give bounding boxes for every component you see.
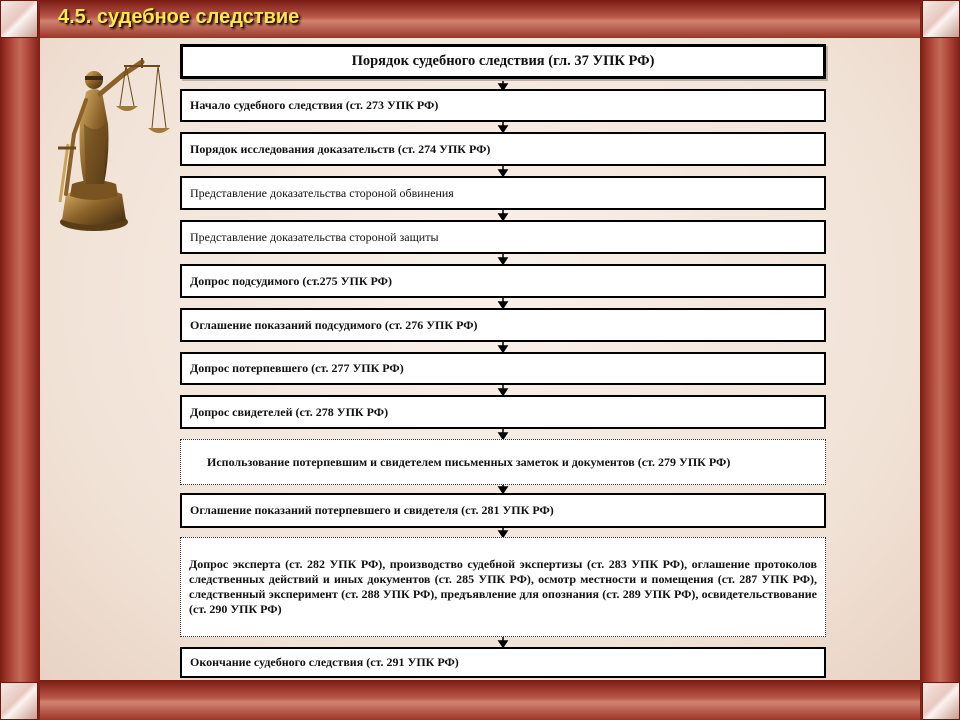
step-box: Оглашение показаний подсудимого (ст. 276 УПК РФ) xyxy=(180,308,826,342)
step-box: Оглашение показаний потерпевшего и свидетеля (ст. 281 УПК РФ) xyxy=(180,493,826,528)
corner-ornament xyxy=(922,0,960,38)
themis-statue-icon xyxy=(44,44,174,234)
step-box: Порядок исследования доказательств (ст. 274 УПК РФ) xyxy=(180,132,826,166)
step-box: Допрос эксперта (ст. 282 УПК РФ), производство судебной экспертизы (ст. 283 УПК РФ), оглашение протоколов следственных действий и иных документов (ст. 285 УПК РФ), осмотр местности и помещения (ст. 287 УПК РФ), следственный эксперимент (ст. 288 УПК РФ), предъявление для опознания (ст. 289 УПК РФ), освидетельствование (ст. 290 УПК РФ) xyxy=(180,537,826,637)
step-box: Представление доказательства стороной обвинения xyxy=(180,176,826,210)
frame-left xyxy=(0,0,40,720)
step-box: Допрос потерпевшего (ст. 277 УПК РФ) xyxy=(180,352,826,385)
step-box: Допрос свидетелей (ст. 278 УПК РФ) xyxy=(180,395,826,429)
frame-bottom xyxy=(0,680,960,720)
diagram-header: Порядок судебного следствия (гл. 37 УПК РФ) xyxy=(180,44,826,79)
step-box: Начало судебного следствия (ст. 273 УПК РФ) xyxy=(180,89,826,122)
frame-right xyxy=(920,0,960,720)
step-box: Окончание судебного следствия (ст. 291 УПК РФ) xyxy=(180,647,826,678)
corner-ornament xyxy=(922,682,960,720)
slide-title: 4.5. судебное следствие xyxy=(58,6,300,28)
step-box: Допрос подсудимого (ст.275 УПК РФ) xyxy=(180,264,826,298)
corner-ornament xyxy=(0,682,38,720)
step-box: Использование потерпевшим и свидетелем письменных заметок и документов (ст. 279 УПК РФ) xyxy=(180,439,826,485)
corner-ornament xyxy=(0,0,38,38)
step-box: Представление доказательства стороной защиты xyxy=(180,220,826,254)
